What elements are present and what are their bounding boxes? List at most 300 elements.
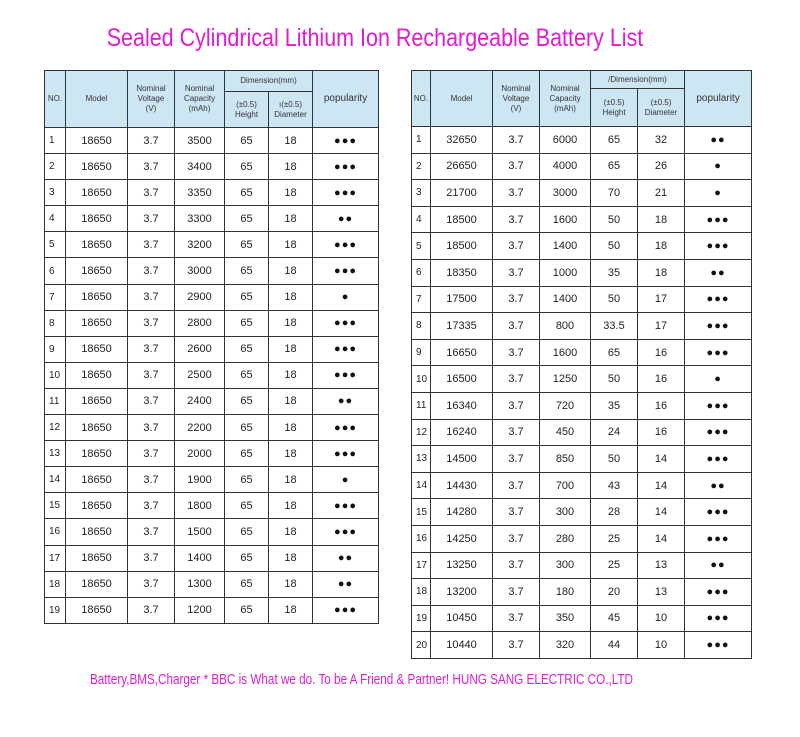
header-voltage: Nominal Voltage (V) <box>493 71 540 127</box>
cell-diameter: 18 <box>269 336 313 362</box>
popularity-dots: ●●● <box>685 286 752 313</box>
popularity-dots: ●●● <box>313 336 379 362</box>
cell-diameter: 32 <box>638 127 685 154</box>
cell-capacity: 4000 <box>540 153 591 180</box>
cell-no: 1 <box>412 127 431 154</box>
cell-capacity: 720 <box>540 392 591 419</box>
cell-no: 9 <box>45 336 66 362</box>
cell-height: 65 <box>225 545 269 571</box>
popularity-dots: ●●● <box>685 525 752 552</box>
cell-height: 65 <box>225 232 269 258</box>
cell-voltage: 3.7 <box>493 392 540 419</box>
cell-voltage: 3.7 <box>493 499 540 526</box>
cell-model: 16650 <box>431 339 493 366</box>
cell-no: 10 <box>45 362 66 388</box>
cell-diameter: 16 <box>638 366 685 393</box>
cell-height: 65 <box>225 493 269 519</box>
cell-model: 18500 <box>431 233 493 260</box>
popularity-dots: ●● <box>313 206 379 232</box>
cell-voltage: 3.7 <box>128 545 175 571</box>
cell-model: 16240 <box>431 419 493 446</box>
cell-voltage: 3.7 <box>493 552 540 579</box>
popularity-dots: ●●● <box>313 128 379 154</box>
cell-no: 2 <box>412 153 431 180</box>
cell-capacity: 2000 <box>175 441 225 467</box>
popularity-dots: ●● <box>685 127 752 154</box>
cell-model: 16500 <box>431 366 493 393</box>
header-no: NO. <box>412 71 431 127</box>
cell-model: 18650 <box>66 388 128 414</box>
table-row <box>412 233 752 260</box>
cell-model: 18650 <box>66 232 128 258</box>
cell-voltage: 3.7 <box>493 525 540 552</box>
popularity-dots: ● <box>313 467 379 493</box>
cell-capacity: 3350 <box>175 180 225 206</box>
cell-model: 18650 <box>66 258 128 284</box>
cell-no: 9 <box>412 339 431 366</box>
header-model: Model <box>66 71 128 128</box>
cell-diameter: 16 <box>638 339 685 366</box>
cell-model: 17500 <box>431 286 493 313</box>
cell-height: 50 <box>591 446 638 473</box>
cell-model: 18650 <box>66 493 128 519</box>
popularity-dots: ●● <box>685 472 752 499</box>
cell-voltage: 3.7 <box>493 153 540 180</box>
cell-voltage: 3.7 <box>493 339 540 366</box>
cell-voltage: 3.7 <box>493 206 540 233</box>
table-row <box>412 127 752 154</box>
cell-height: 43 <box>591 472 638 499</box>
cell-voltage: 3.7 <box>128 336 175 362</box>
table-row <box>45 415 379 441</box>
cell-capacity: 1200 <box>175 597 225 623</box>
cell-diameter: 13 <box>638 552 685 579</box>
cell-voltage: 3.7 <box>493 366 540 393</box>
cell-capacity: 6000 <box>540 127 591 154</box>
cell-model: 18650 <box>66 154 128 180</box>
table-row <box>45 232 379 258</box>
table-row <box>412 499 752 526</box>
header-height: (±0.5) Height <box>225 92 269 128</box>
cell-no: 8 <box>45 310 66 336</box>
cell-model: 18650 <box>66 467 128 493</box>
cell-model: 13200 <box>431 579 493 606</box>
table-row <box>45 545 379 571</box>
cell-capacity: 1900 <box>175 467 225 493</box>
popularity-dots: ● <box>685 153 752 180</box>
table-row <box>45 154 379 180</box>
cell-height: 25 <box>591 525 638 552</box>
cell-voltage: 3.7 <box>128 284 175 310</box>
cell-voltage: 3.7 <box>128 467 175 493</box>
cell-no: 1 <box>45 128 66 154</box>
cell-capacity: 2400 <box>175 388 225 414</box>
cell-no: 14 <box>412 472 431 499</box>
cell-voltage: 3.7 <box>128 415 175 441</box>
cell-voltage: 3.7 <box>128 154 175 180</box>
popularity-dots: ●●● <box>685 579 752 606</box>
cell-voltage: 3.7 <box>493 605 540 632</box>
cell-capacity: 1600 <box>540 206 591 233</box>
table-row <box>412 366 752 393</box>
popularity-dots: ●●● <box>685 339 752 366</box>
cell-no: 16 <box>412 525 431 552</box>
cell-diameter: 18 <box>269 128 313 154</box>
cell-height: 65 <box>225 154 269 180</box>
cell-no: 12 <box>45 415 66 441</box>
cell-no: 15 <box>45 493 66 519</box>
cell-voltage: 3.7 <box>128 519 175 545</box>
cell-height: 65 <box>225 258 269 284</box>
cell-voltage: 3.7 <box>128 310 175 336</box>
table-row <box>45 310 379 336</box>
cell-diameter: 18 <box>269 310 313 336</box>
cell-height: 65 <box>225 388 269 414</box>
cell-voltage: 3.7 <box>493 446 540 473</box>
cell-voltage: 3.7 <box>493 233 540 260</box>
cell-height: 35 <box>591 259 638 286</box>
cell-voltage: 3.7 <box>128 441 175 467</box>
cell-voltage: 3.7 <box>128 388 175 414</box>
table-row <box>412 206 752 233</box>
cell-model: 16340 <box>431 392 493 419</box>
cell-no: 8 <box>412 313 431 340</box>
table-row <box>45 284 379 310</box>
cell-diameter: 26 <box>638 153 685 180</box>
cell-voltage: 3.7 <box>128 180 175 206</box>
cell-model: 18650 <box>66 362 128 388</box>
cell-voltage: 3.7 <box>128 128 175 154</box>
left-table-body <box>45 128 379 624</box>
popularity-dots: ●●● <box>685 419 752 446</box>
cell-no: 11 <box>412 392 431 419</box>
cell-diameter: 18 <box>269 388 313 414</box>
cell-model: 18650 <box>66 597 128 623</box>
cell-height: 65 <box>225 336 269 362</box>
cell-height: 24 <box>591 419 638 446</box>
cell-capacity: 3000 <box>175 258 225 284</box>
cell-model: 18650 <box>66 284 128 310</box>
cell-no: 14 <box>45 467 66 493</box>
table-row <box>412 419 752 446</box>
header-diameter: ı(±0.5) Diameter <box>269 92 313 128</box>
cell-diameter: 18 <box>638 233 685 260</box>
cell-height: 50 <box>591 206 638 233</box>
cell-model: 26650 <box>431 153 493 180</box>
cell-model: 14430 <box>431 472 493 499</box>
page-title: Sealed Cylindrical Lithium Ion Rechargeable Battery List <box>106 24 644 52</box>
cell-diameter: 18 <box>269 362 313 388</box>
popularity-dots: ●●● <box>313 415 379 441</box>
cell-diameter: 17 <box>638 313 685 340</box>
cell-capacity: 2200 <box>175 415 225 441</box>
table-row <box>45 493 379 519</box>
cell-height: 65 <box>225 310 269 336</box>
cell-diameter: 18 <box>269 232 313 258</box>
popularity-dots: ●●● <box>685 233 752 260</box>
cell-height: 65 <box>225 415 269 441</box>
cell-diameter: 18 <box>269 545 313 571</box>
cell-diameter: 18 <box>269 519 313 545</box>
cell-diameter: 18 <box>638 206 685 233</box>
popularity-dots: ●●● <box>685 446 752 473</box>
cell-capacity: 1400 <box>540 233 591 260</box>
header-capacity: Nominal Capacity (mAh) <box>175 71 225 128</box>
left-battery-table <box>44 70 379 624</box>
cell-diameter: 18 <box>269 154 313 180</box>
cell-capacity: 320 <box>540 632 591 659</box>
cell-voltage: 3.7 <box>128 493 175 519</box>
cell-diameter: 21 <box>638 180 685 207</box>
cell-diameter: 10 <box>638 605 685 632</box>
cell-model: 21700 <box>431 180 493 207</box>
cell-height: 65 <box>225 519 269 545</box>
cell-voltage: 3.7 <box>493 472 540 499</box>
cell-no: 6 <box>412 259 431 286</box>
cell-capacity: 300 <box>540 552 591 579</box>
cell-no: 13 <box>412 446 431 473</box>
cell-height: 70 <box>591 180 638 207</box>
cell-capacity: 2900 <box>175 284 225 310</box>
cell-no: 20 <box>412 632 431 659</box>
cell-model: 18650 <box>66 336 128 362</box>
popularity-dots: ●●● <box>313 232 379 258</box>
popularity-dots: ●●● <box>685 499 752 526</box>
table-row <box>412 552 752 579</box>
cell-voltage: 3.7 <box>493 127 540 154</box>
table-row <box>412 525 752 552</box>
cell-capacity: 1400 <box>175 545 225 571</box>
popularity-dots: ●●● <box>313 493 379 519</box>
cell-no: 3 <box>412 180 431 207</box>
cell-diameter: 17 <box>638 286 685 313</box>
table-row <box>45 336 379 362</box>
table-row <box>412 605 752 632</box>
table-row <box>412 446 752 473</box>
cell-voltage: 3.7 <box>493 180 540 207</box>
popularity-dots: ●●● <box>685 605 752 632</box>
popularity-dots: ● <box>685 180 752 207</box>
cell-no: 19 <box>45 597 66 623</box>
cell-height: 50 <box>591 366 638 393</box>
cell-diameter: 14 <box>638 472 685 499</box>
cell-no: 17 <box>45 545 66 571</box>
cell-height: 65 <box>225 206 269 232</box>
cell-height: 45 <box>591 605 638 632</box>
cell-capacity: 1500 <box>175 519 225 545</box>
cell-voltage: 3.7 <box>128 206 175 232</box>
cell-model: 14500 <box>431 446 493 473</box>
cell-diameter: 18 <box>269 258 313 284</box>
popularity-dots: ●●● <box>685 392 752 419</box>
right-table-body <box>412 127 752 659</box>
cell-no: 11 <box>45 388 66 414</box>
cell-capacity: 3300 <box>175 206 225 232</box>
cell-model: 18650 <box>66 206 128 232</box>
cell-voltage: 3.7 <box>128 597 175 623</box>
cell-no: 18 <box>45 571 66 597</box>
cell-model: 18650 <box>66 571 128 597</box>
header-height: (±0.5) Height <box>591 89 638 127</box>
cell-height: 33.5 <box>591 313 638 340</box>
table-row <box>45 388 379 414</box>
cell-model: 18650 <box>66 545 128 571</box>
header-no: NO. <box>45 71 66 128</box>
cell-capacity: 300 <box>540 499 591 526</box>
header-popularity: popularity <box>313 71 379 128</box>
cell-capacity: 1600 <box>540 339 591 366</box>
header-voltage: Nominal Voltage (V) <box>128 71 175 128</box>
cell-diameter: 18 <box>269 493 313 519</box>
cell-capacity: 2500 <box>175 362 225 388</box>
table-row <box>45 519 379 545</box>
cell-no: 18 <box>412 579 431 606</box>
table-row <box>45 206 379 232</box>
cell-capacity: 850 <box>540 446 591 473</box>
popularity-dots: ●●● <box>313 180 379 206</box>
cell-diameter: 14 <box>638 499 685 526</box>
cell-no: 5 <box>412 233 431 260</box>
table-row <box>45 362 379 388</box>
cell-no: 16 <box>45 519 66 545</box>
table-row <box>45 180 379 206</box>
cell-voltage: 3.7 <box>493 313 540 340</box>
table-row <box>412 286 752 313</box>
popularity-dots: ●●● <box>313 310 379 336</box>
popularity-dots: ●●● <box>685 313 752 340</box>
popularity-dots: ●● <box>313 545 379 571</box>
table-row <box>412 313 752 340</box>
cell-capacity: 800 <box>540 313 591 340</box>
cell-diameter: 16 <box>638 392 685 419</box>
cell-model: 18650 <box>66 441 128 467</box>
cell-height: 65 <box>225 441 269 467</box>
cell-diameter: 18 <box>269 467 313 493</box>
cell-no: 3 <box>45 180 66 206</box>
cell-height: 65 <box>225 362 269 388</box>
cell-voltage: 3.7 <box>493 419 540 446</box>
popularity-dots: ●● <box>313 571 379 597</box>
cell-capacity: 450 <box>540 419 591 446</box>
cell-no: 7 <box>45 284 66 310</box>
cell-capacity: 700 <box>540 472 591 499</box>
cell-height: 65 <box>225 571 269 597</box>
cell-diameter: 18 <box>269 441 313 467</box>
table-row <box>45 258 379 284</box>
table-row <box>45 571 379 597</box>
cell-height: 65 <box>591 153 638 180</box>
header-dimension: /Dimension(mm) <box>591 71 685 89</box>
cell-capacity: 3200 <box>175 232 225 258</box>
cell-model: 10450 <box>431 605 493 632</box>
footer-slogan: Battery,BMS,Charger * BBC is What we do. To be A Friend & Partner! HUNG SANG ELECTRIC CO.,LTD <box>90 671 633 688</box>
popularity-dots: ●●● <box>313 154 379 180</box>
cell-capacity: 3400 <box>175 154 225 180</box>
cell-diameter: 18 <box>269 571 313 597</box>
cell-model: 14280 <box>431 499 493 526</box>
cell-height: 65 <box>591 339 638 366</box>
cell-diameter: 18 <box>638 259 685 286</box>
cell-diameter: 13 <box>638 579 685 606</box>
cell-capacity: 2800 <box>175 310 225 336</box>
popularity-dots: ●●● <box>313 441 379 467</box>
cell-capacity: 1000 <box>540 259 591 286</box>
cell-no: 2 <box>45 154 66 180</box>
popularity-dots: ●●● <box>313 258 379 284</box>
cell-capacity: 180 <box>540 579 591 606</box>
cell-capacity: 3500 <box>175 128 225 154</box>
cell-diameter: 16 <box>638 419 685 446</box>
cell-voltage: 3.7 <box>493 286 540 313</box>
table-row <box>412 259 752 286</box>
cell-model: 18500 <box>431 206 493 233</box>
cell-model: 13250 <box>431 552 493 579</box>
cell-height: 50 <box>591 286 638 313</box>
table-row <box>45 467 379 493</box>
popularity-dots: ●● <box>313 388 379 414</box>
popularity-dots: ●●● <box>313 519 379 545</box>
cell-no: 15 <box>412 499 431 526</box>
cell-capacity: 350 <box>540 605 591 632</box>
cell-diameter: 18 <box>269 180 313 206</box>
cell-no: 6 <box>45 258 66 284</box>
cell-no: 7 <box>412 286 431 313</box>
cell-height: 65 <box>591 127 638 154</box>
cell-height: 35 <box>591 392 638 419</box>
cell-capacity: 1300 <box>175 571 225 597</box>
cell-height: 65 <box>225 180 269 206</box>
cell-model: 10440 <box>431 632 493 659</box>
cell-model: 18650 <box>66 128 128 154</box>
cell-model: 17335 <box>431 313 493 340</box>
popularity-dots: ●●● <box>685 206 752 233</box>
cell-diameter: 18 <box>269 206 313 232</box>
cell-voltage: 3.7 <box>128 258 175 284</box>
cell-height: 44 <box>591 632 638 659</box>
popularity-dots: ●●● <box>685 632 752 659</box>
cell-capacity: 1400 <box>540 286 591 313</box>
cell-no: 17 <box>412 552 431 579</box>
cell-diameter: 18 <box>269 415 313 441</box>
cell-voltage: 3.7 <box>128 362 175 388</box>
table-row <box>45 597 379 623</box>
cell-model: 18650 <box>66 519 128 545</box>
cell-voltage: 3.7 <box>493 259 540 286</box>
cell-no: 10 <box>412 366 431 393</box>
cell-height: 20 <box>591 579 638 606</box>
cell-no: 12 <box>412 419 431 446</box>
popularity-dots: ● <box>313 284 379 310</box>
cell-height: 65 <box>225 284 269 310</box>
table-row <box>412 392 752 419</box>
cell-no: 5 <box>45 232 66 258</box>
cell-no: 13 <box>45 441 66 467</box>
table-row <box>412 632 752 659</box>
cell-capacity: 2600 <box>175 336 225 362</box>
cell-height: 25 <box>591 552 638 579</box>
table-row <box>412 472 752 499</box>
cell-diameter: 18 <box>269 597 313 623</box>
popularity-dots: ●● <box>685 259 752 286</box>
table-row <box>412 153 752 180</box>
cell-diameter: 10 <box>638 632 685 659</box>
right-battery-table <box>411 70 752 659</box>
cell-voltage: 3.7 <box>128 232 175 258</box>
cell-height: 50 <box>591 233 638 260</box>
header-diameter: (±0.5) Diameter <box>638 89 685 127</box>
header-capacity: Nominal Capacity (mAh) <box>540 71 591 127</box>
cell-voltage: 3.7 <box>493 579 540 606</box>
